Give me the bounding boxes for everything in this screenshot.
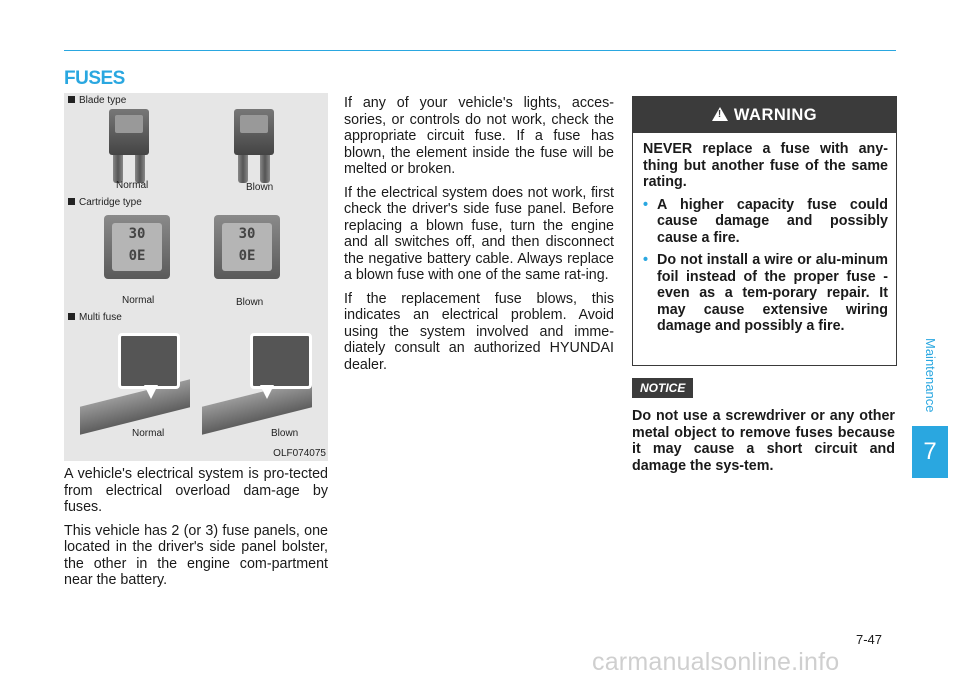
header-rule	[64, 50, 896, 51]
notice-text: Do not use a screwdriver or any other metal object to remove fuses because it may cause a short circuit and damage the sys-tem.	[632, 408, 895, 474]
warning-triangle-icon	[712, 107, 728, 121]
warning-bullet: • Do not install a wire or alu-minum foil instead of the proper fuse - even as a tem-porary repair. It may cause extensive wiring damage and possibly a fire.	[643, 252, 888, 334]
paragraph: A vehicle's electrical system is pro-tected from electrical overload dam-age by fuses.	[64, 466, 328, 515]
middle-text-column	[344, 95, 614, 380]
callout-pointer	[144, 385, 158, 399]
multi-fuse-label: Multi fuse	[68, 312, 122, 323]
blade-type-label: Blade type	[68, 95, 126, 106]
warning-box	[632, 96, 897, 366]
paragraph: This vehicle has 2 (or 3) fuse panels, one located in the driver's side panel bolster, the other in the engine com-partment near the battery.	[64, 522, 328, 588]
bullet-dot-icon: •	[643, 196, 649, 213]
warning-intro: NEVER replace a fuse with any-thing but another fuse of the same rating.	[643, 141, 888, 190]
left-text-column	[64, 466, 328, 596]
paragraph: If the replacement fuse blows, this indicates an electrical problem. Avoid using the system involved and imme-diately consult an authorized HYUNDAI dealer.	[344, 290, 614, 373]
blade-fuse-blown-image	[234, 109, 274, 183]
warning-bullet: • A higher capacity fuse could cause damage and possibly cause a fire.	[643, 196, 888, 246]
blade-fuse-normal-image	[109, 109, 149, 183]
section-title: FUSES	[64, 68, 125, 89]
bullet-square-icon	[68, 96, 75, 103]
cartridge-blown-caption: Blown	[236, 297, 264, 308]
blade-normal-caption: Normal	[116, 180, 149, 191]
cartridge-normal-caption: Normal	[122, 295, 155, 306]
cartridge-fuse-normal-image: 30 0E	[104, 215, 170, 279]
bullet-dot-icon: •	[643, 252, 649, 268]
blade-blown-caption: Blown	[246, 182, 274, 193]
notice-badge: NOTICE	[632, 378, 693, 398]
fuse-types-figure	[64, 93, 328, 461]
paragraph: If the electrical system does not work, first check the driver's side fuse panel. Before replacing a blown fuse, turn the engine and all switches off, and then disconnect the negative battery cable. Always replace a blown fuse with one of the same rat-ing.	[344, 184, 614, 283]
cartridge-type-label: Cartridge type	[68, 197, 142, 208]
multi-fuse-normal-zoom	[118, 333, 180, 389]
cartridge-fuse-blown-image: 30 0E	[214, 215, 280, 279]
paragraph: If any of your vehicle's lights, acces-sories, or controls do not work, check the appropriate circuit fuse. If a fuse has blown, the element inside the fuse will be melted or broken.	[344, 95, 614, 177]
callout-pointer	[260, 385, 274, 399]
multi-normal-caption: Normal	[132, 428, 165, 439]
multi-fuse-blown-zoom	[250, 333, 312, 389]
page-number: 7-47	[856, 632, 883, 647]
bullet-square-icon	[68, 198, 75, 205]
watermark: carmanualsonline.info	[592, 648, 840, 676]
warning-header: !WARNING	[633, 97, 896, 133]
multi-blown-caption: Blown	[271, 428, 299, 439]
bullet-square-icon	[68, 313, 75, 320]
chapter-tab: 7	[912, 426, 948, 478]
figure-code: OLF074075	[273, 448, 326, 459]
